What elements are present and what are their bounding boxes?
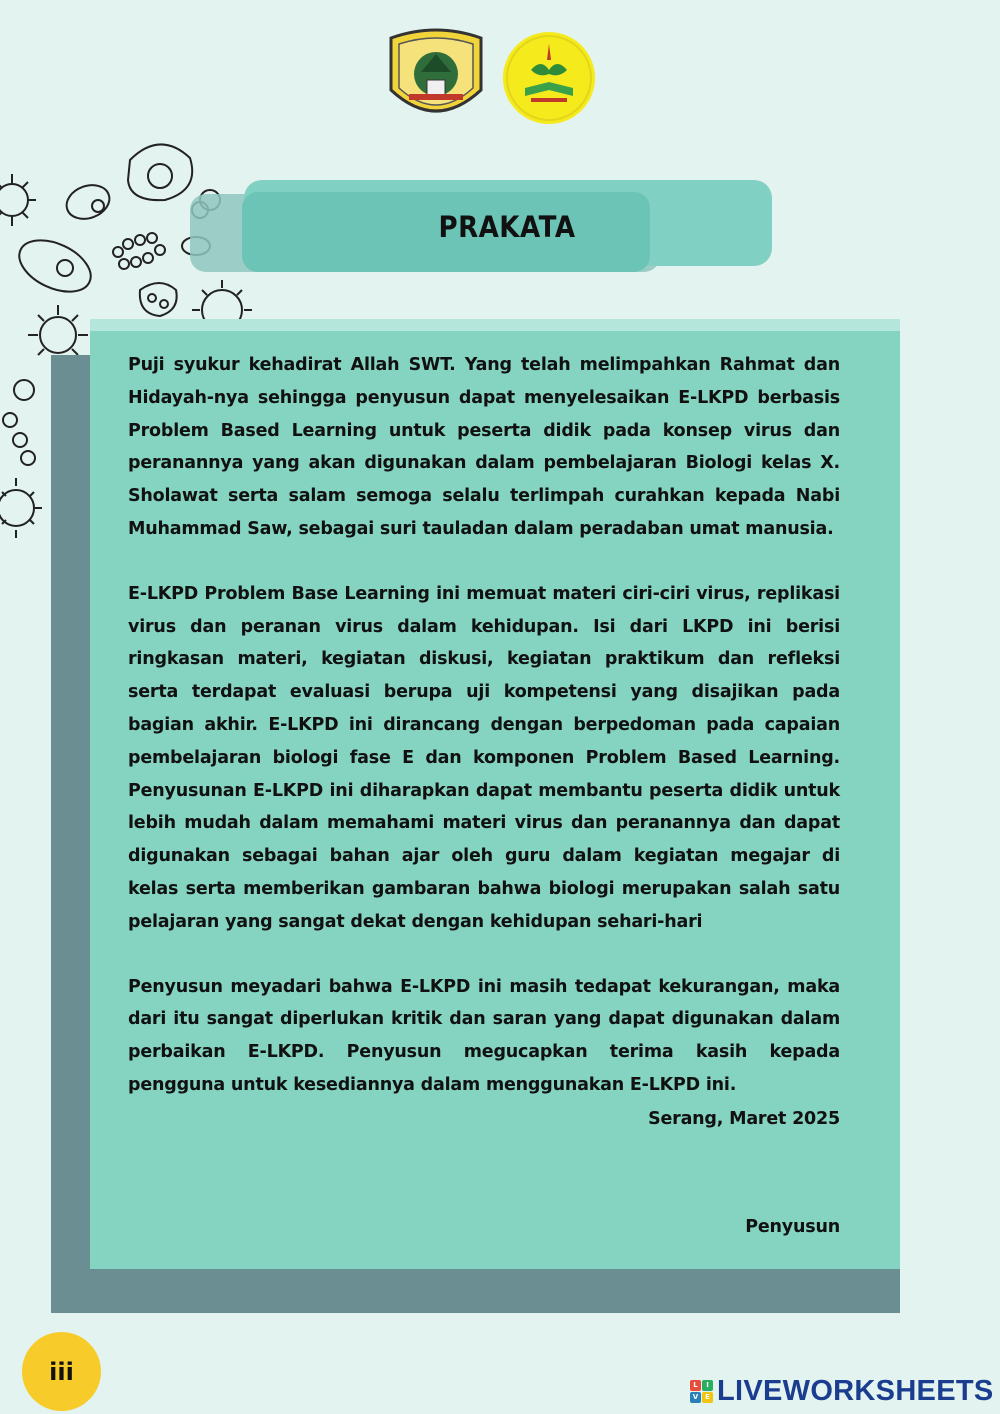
card-top-strip [90,319,900,331]
paragraph-closing: Penyusun meyadari bahwa E-LKPD ini masih tedapat kekurangan, maka dari itu sangat diperlukan kritik dan saran yang dapat digunakan dalam perbaikan E-LKPD. Penyusun megucapkan terima kasih kepada pengguna untuk kesediannya dalam menggunakan E-LKPD ini. [128,976,840,1095]
paragraph-content-description: E-LKPD Problem Base Learning ini memuat materi ciri-ciri virus, replikasi virus dan peranan virus dalam kehidupan. Isi dari LKPD ini berisi ringkasan materi, kegiatan diskusi, kegiatan praktikum dan refleksi serta terdapat evaluasi berupa uji kompetensi yang disajikan pada bagian akhir. E-LKPD ini dirancang dengan berpedoman pada capaian pembelajaran biologi fase E dan komponen Problem Based Learning. Penyusunan E-LKPD ini diharapkan dapat membantu peserta didik untuk lebih mudah dalam memahami materi virus dan peranannya dan dapat digunakan sebagai bahan ajar oleh guru dalam kegiatan megajar di kelas serta memberikan gambaran bahwa biologi merupakan salah satu pelajaran yang sangat dekat dengan kehidupan sehari-hari [128,583,840,932]
brand-mark-letter: L [690,1380,701,1391]
page-title: PRAKATA [438,210,576,244]
study-program-emblem-logo [501,30,597,126]
content-card [90,331,900,1269]
brand-mark-letter: I [702,1380,713,1391]
brand-name: LIVEWORKSHEETS [717,1374,994,1407]
brand-mark-letter: E [702,1392,713,1403]
page-number: iii [49,1357,74,1386]
brand-mark-letter: V [690,1392,701,1403]
paragraph-opening: Puji syukur kehadirat Allah SWT. Yang telah melimpahkan Rahmat dan Hidayah-nya sehingga penyusun dapat menyelesaikan E-LKPD berbasis Problem Based Learning untuk peserta didik pada konsep virus dan peranannya yang akan digunakan dalam pembelajaran Biologi kelas X. Sholawat serta salam semoga selalu terlimpah curahkan kepada Nabi Muhammad Saw, sebagai suri tauladan dalam peradaban umat manusia. [128,355,840,539]
header-logos [383,28,603,128]
liveworksheets-logo-icon [690,1380,713,1403]
signature: Penyusun [745,1217,840,1237]
page-number-badge [22,1332,101,1411]
liveworksheets-brand[interactable] [690,1371,994,1411]
place-date: Serang, Maret 2025 [648,1109,840,1129]
university-seal-logo [383,28,489,124]
title-banner [190,180,772,274]
